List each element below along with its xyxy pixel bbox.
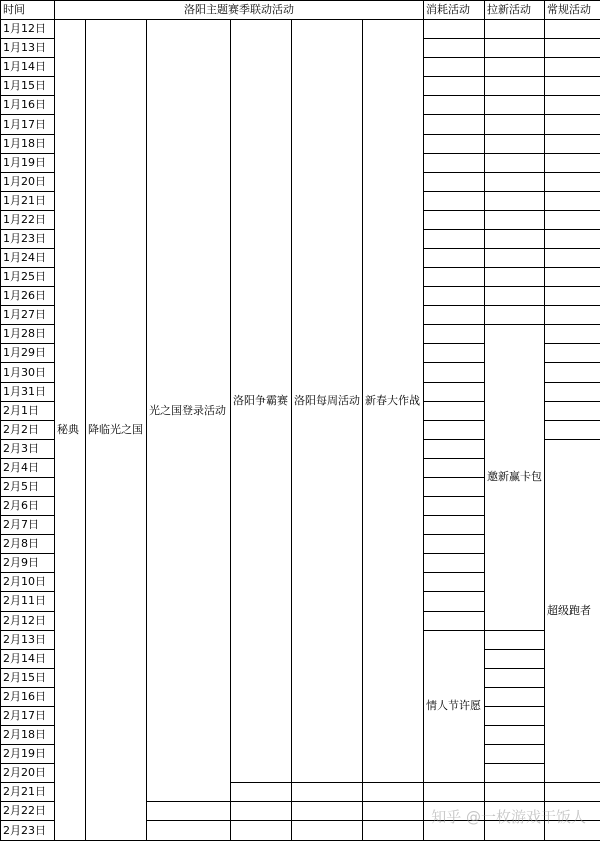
empty-cell (424, 287, 485, 306)
schedule-body (1, 1, 600, 841)
date-cell: 2月8日 (1, 535, 55, 554)
date-cell: 2月22日 (1, 802, 55, 821)
date-cell: 1月24日 (1, 249, 55, 268)
activity-xinchun: 新春大作战 (363, 20, 424, 783)
empty-cell (545, 268, 600, 287)
empty-cell (424, 382, 485, 401)
date-cell: 2月10日 (1, 573, 55, 592)
empty-cell (545, 229, 600, 248)
empty-cell (485, 821, 545, 841)
empty-cell (545, 306, 600, 325)
empty-cell (424, 535, 485, 554)
empty-cell (231, 802, 292, 821)
empty-cell (424, 363, 485, 382)
empty-cell (485, 153, 545, 172)
date-cell: 2月15日 (1, 668, 55, 687)
date-cell: 2月12日 (1, 611, 55, 630)
date-cell: 2月14日 (1, 649, 55, 668)
empty-cell (485, 115, 545, 134)
date-cell: 2月18日 (1, 725, 55, 744)
empty-cell (147, 802, 231, 821)
empty-cell (485, 802, 545, 821)
date-cell: 2月11日 (1, 592, 55, 611)
date-cell: 2月6日 (1, 497, 55, 516)
empty-cell (485, 725, 545, 744)
date-cell: 2月3日 (1, 439, 55, 458)
empty-cell (424, 153, 485, 172)
date-row (1, 20, 600, 39)
empty-cell (424, 77, 485, 96)
date-cell: 2月16日 (1, 687, 55, 706)
empty-cell (485, 706, 545, 725)
empty-cell (485, 210, 545, 229)
activity-meizhou: 洛阳每周活动 (292, 20, 363, 783)
empty-cell (424, 58, 485, 77)
header-time: 时间 (1, 1, 55, 20)
empty-cell (424, 554, 485, 573)
header-regular-activities: 常规活动 (545, 1, 600, 20)
empty-cell (485, 20, 545, 39)
empty-cell (485, 134, 545, 153)
empty-cell (424, 210, 485, 229)
empty-cell (424, 20, 485, 39)
activity-mijian: 秘典 (55, 20, 86, 841)
empty-cell (485, 268, 545, 287)
empty-cell (545, 20, 600, 39)
empty-cell (292, 802, 363, 821)
empty-cell (545, 96, 600, 115)
empty-cell (424, 325, 485, 344)
empty-cell (545, 363, 600, 382)
date-cell: 1月26日 (1, 287, 55, 306)
date-cell: 2月2日 (1, 420, 55, 439)
date-cell: 1月23日 (1, 229, 55, 248)
empty-cell (424, 592, 485, 611)
date-cell: 1月31日 (1, 382, 55, 401)
empty-cell (485, 39, 545, 58)
empty-cell (424, 306, 485, 325)
date-cell: 2月20日 (1, 764, 55, 783)
date-cell: 1月16日 (1, 96, 55, 115)
empty-cell (545, 58, 600, 77)
empty-cell (231, 821, 292, 841)
empty-cell (485, 172, 545, 191)
empty-cell (424, 516, 485, 535)
empty-cell (363, 802, 424, 821)
empty-cell (424, 115, 485, 134)
empty-cell (424, 439, 485, 458)
empty-cell (424, 802, 485, 821)
activity-zhengba: 洛阳争霸赛 (231, 20, 292, 783)
empty-cell (292, 821, 363, 841)
date-cell: 1月12日 (1, 20, 55, 39)
date-cell: 1月20日 (1, 172, 55, 191)
empty-cell (485, 229, 545, 248)
empty-cell (545, 344, 600, 363)
empty-cell (545, 39, 600, 58)
date-cell: 1月22日 (1, 210, 55, 229)
empty-cell (545, 153, 600, 172)
header-row (1, 1, 600, 20)
empty-cell (485, 668, 545, 687)
empty-cell (424, 420, 485, 439)
empty-cell (545, 287, 600, 306)
date-cell: 2月9日 (1, 554, 55, 573)
activity-qingren: 情人节许愿 (424, 630, 485, 783)
date-cell: 2月17日 (1, 706, 55, 725)
empty-cell (424, 344, 485, 363)
watermark: 知乎 @一枚游戏干饭人 (431, 808, 586, 826)
date-cell: 1月18日 (1, 134, 55, 153)
empty-cell (424, 229, 485, 248)
date-cell: 1月21日 (1, 191, 55, 210)
date-cell: 2月23日 (1, 821, 55, 841)
empty-cell (485, 306, 545, 325)
empty-cell (424, 268, 485, 287)
empty-cell (545, 77, 600, 96)
date-cell: 2月1日 (1, 401, 55, 420)
empty-cell (485, 649, 545, 668)
date-cell: 1月25日 (1, 268, 55, 287)
empty-cell (485, 58, 545, 77)
empty-cell (485, 783, 545, 802)
date-cell: 1月13日 (1, 39, 55, 58)
empty-cell (485, 287, 545, 306)
empty-cell (545, 191, 600, 210)
empty-cell (424, 401, 485, 420)
empty-cell (485, 191, 545, 210)
activity-yaoxin: 邀新赢卡包 (485, 325, 545, 630)
empty-cell (545, 382, 600, 401)
date-cell: 1月28日 (1, 325, 55, 344)
empty-cell (545, 821, 600, 841)
empty-cell (545, 802, 600, 821)
empty-cell (545, 783, 600, 802)
empty-cell (545, 210, 600, 229)
date-cell: 2月7日 (1, 516, 55, 535)
empty-cell (545, 134, 600, 153)
empty-cell (424, 249, 485, 268)
empty-cell (545, 115, 600, 134)
empty-cell (424, 477, 485, 496)
date-cell: 2月19日 (1, 745, 55, 764)
header-consume-activities: 消耗活动 (424, 1, 485, 20)
empty-cell (485, 96, 545, 115)
date-cell: 2月4日 (1, 458, 55, 477)
activity-jianglin: 降临光之国 (86, 20, 147, 841)
empty-cell (424, 96, 485, 115)
date-cell: 1月14日 (1, 58, 55, 77)
date-cell: 2月21日 (1, 783, 55, 802)
empty-cell (545, 325, 600, 344)
empty-cell (424, 458, 485, 477)
empty-cell (545, 401, 600, 420)
empty-cell (292, 783, 363, 802)
date-cell: 1月19日 (1, 153, 55, 172)
empty-cell (363, 783, 424, 802)
empty-cell (424, 134, 485, 153)
empty-cell (424, 573, 485, 592)
empty-cell (424, 497, 485, 516)
empty-cell (231, 783, 292, 802)
header-luoyang-activities: 洛阳主题赛季联动活动 (55, 1, 424, 20)
activity-paozhe: 超级跑者 (545, 439, 600, 782)
date-cell: 1月29日 (1, 344, 55, 363)
empty-cell (424, 39, 485, 58)
date-cell: 1月17日 (1, 115, 55, 134)
empty-cell (485, 764, 545, 783)
date-cell: 1月30日 (1, 363, 55, 382)
header-recruit-activities: 拉新活动 (485, 1, 545, 20)
empty-cell (424, 783, 485, 802)
empty-cell (424, 172, 485, 191)
date-cell: 1月27日 (1, 306, 55, 325)
empty-cell (363, 821, 424, 841)
empty-cell (545, 420, 600, 439)
empty-cell (485, 687, 545, 706)
empty-cell (424, 821, 485, 841)
date-cell: 2月5日 (1, 477, 55, 496)
empty-cell (424, 191, 485, 210)
empty-cell (147, 821, 231, 841)
date-cell: 1月15日 (1, 77, 55, 96)
empty-cell (485, 630, 545, 649)
empty-cell (545, 249, 600, 268)
empty-cell (545, 172, 600, 191)
activity-login: 光之国登录活动 (147, 20, 231, 802)
empty-cell (485, 77, 545, 96)
date-cell: 2月13日 (1, 630, 55, 649)
empty-cell (424, 611, 485, 630)
empty-cell (485, 745, 545, 764)
empty-cell (485, 249, 545, 268)
